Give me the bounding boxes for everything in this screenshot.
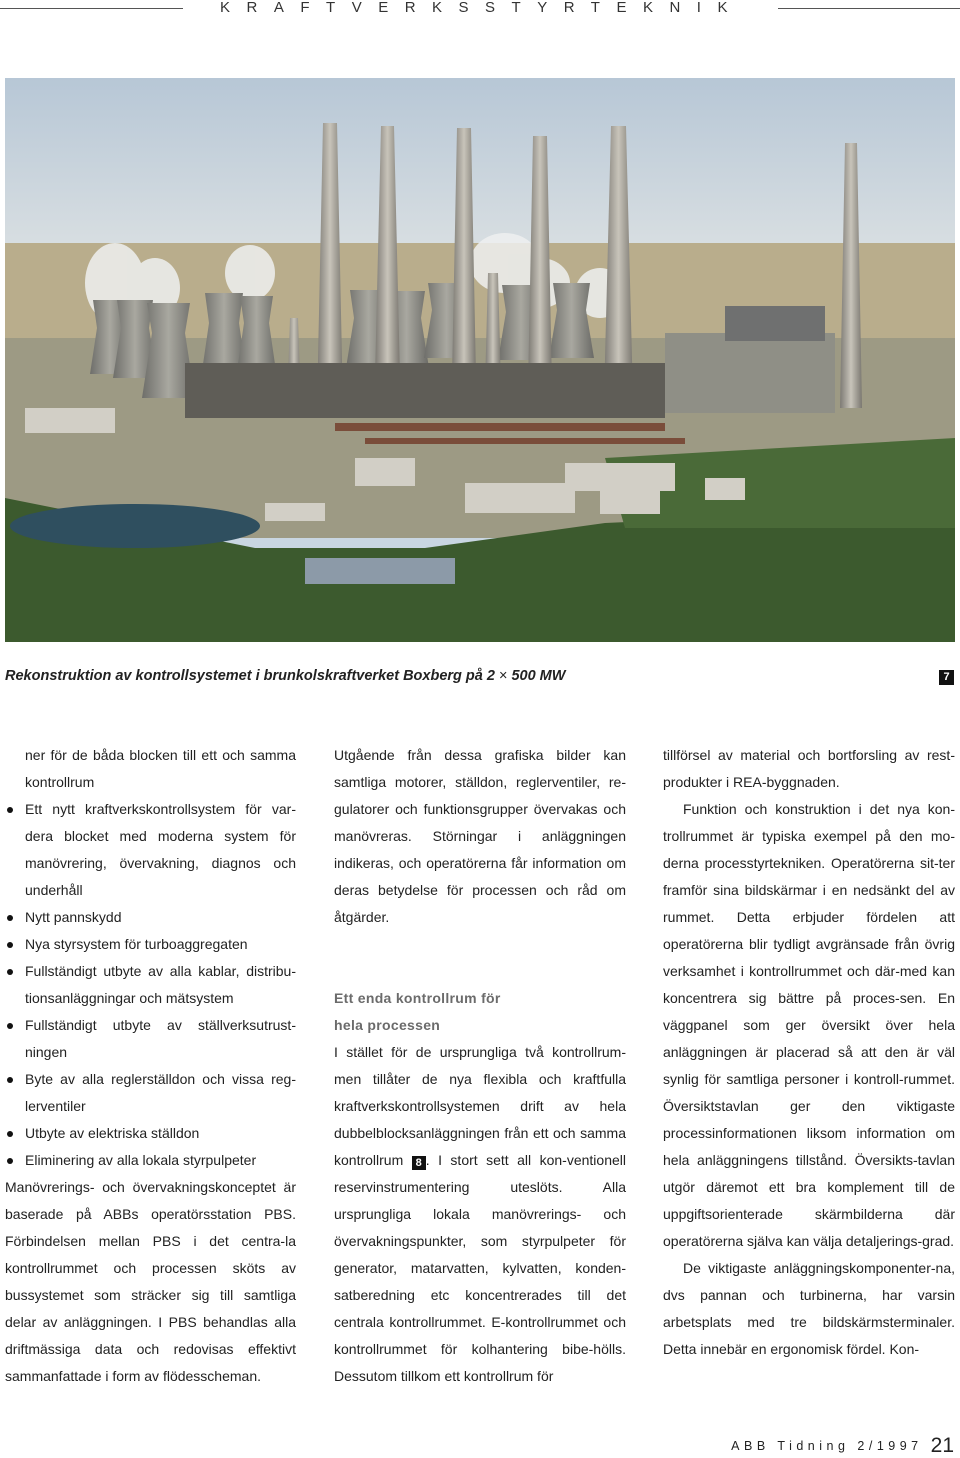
text-column-1: [5, 742, 296, 1390]
bullet-dot-icon: [7, 1158, 13, 1164]
figure-ref-badge: 8: [412, 1156, 426, 1170]
page-footer: [731, 1434, 954, 1458]
header-rule-left: [0, 8, 183, 9]
page-number: 21: [930, 1434, 954, 1457]
cooling-pond: [10, 504, 260, 548]
caption-times-sign: ×: [498, 668, 508, 684]
bullet-item: Nytt pannskydd: [5, 904, 296, 931]
header-rule-right: [778, 8, 960, 9]
bullet-dot-icon: [7, 807, 13, 813]
bullet-item: Fullständigt utbyte av alla kablar, distribu-tionsanläggningar och mätsystem: [5, 958, 296, 1012]
section-heading-line-1: Ett enda kontrollrum för: [334, 990, 501, 1006]
running-header: KRAFTVERKSSTYRTEKNIK: [220, 0, 744, 16]
bullet-item: Eliminering av alla lokala styrpulpeter: [5, 1147, 296, 1174]
bullet-dot-icon: [7, 915, 13, 921]
col2-paragraph-2: I stället för de ursprungliga två kontrollrum-men tillåter de nya flexibla och kraftfulla kraftverkskontrollsystemen drift av hela dubbelblocksanläggningen från ett och samma kontrollrum 8 . I stort sett all kon-ventionell reservinstrumentering uteslöts. Alla ursprungliga lokala manövrerings- och övervakningspunkter, som styrpulpeter för generator, matarvatten, kylvatten, konden-satberedning etc koncentrerades till det centrala kontrollrummet. E-kontrollrummet och kontrollrummet för kolhantering bibe-hölls. Dessutom tillkom ett kontrollrum för: [334, 1044, 626, 1384]
col3-paragraph-3: De viktigaste anläggningskomponenter-na, dvs pannan och turbinerna, har varsin arbetsplats med tre bildskärmsterminaler. Detta innebär en ergonomisk fördel. Kon-: [663, 1260, 955, 1357]
text-column-3: [663, 742, 955, 1363]
bullet-item: Ett nytt kraftverkskontrollsystem för var-dera blocket med moderna system för manövrering, övervakning, diagnos och underhåll: [5, 796, 296, 904]
col1-intro: ner för de båda blocken till ett och samma kontrollrum: [25, 747, 296, 790]
caption-text: Rekonstruktion av kontrollsystemet i brunkolskraftverket Boxberg på 2: [5, 668, 499, 684]
col2-paragraph-1: Utgående från dessa grafiska bilder kan samtliga motorer, ställdon, reglerventiler, re-gulatorer och funktionsgrupper övervakas och manövreras. Störningar i anläggningen indikeras, och operatörerna får information om deras betydelse för processen och råd om åtgärder.: [334, 747, 626, 925]
spacer: [334, 931, 626, 985]
figure-caption: [5, 668, 565, 684]
bullet-list: [5, 796, 296, 1174]
bullet-item: Utbyte av elektriska ställdon: [5, 1120, 296, 1147]
bullet-dot-icon: [7, 942, 13, 948]
bullet-item: Byte av alla reglerställdon och vissa reg-lerventiler: [5, 1066, 296, 1120]
col3-paragraph-2: Funktion och konstruktion i det nya kon-trollrummet är typiska exempel på den mo-derna processtyrtekniken. Operatörerna sit-ter framför sina bildskärmar i en nedsänkt del av rummet. Detta erbjuder fördelen att operatörerna blir tydligt avgränsade från övrig verksamhet i kontrollrummet och där-med kan koncentrera sig bättre på proces-sen. En väggpanel som ger översikt över hela anläggningen är placerad så att den är väl synlig för samtliga personer i kontroll-rummet. Översiktstavlan ger den viktigaste processinformationen liksom information om hela anläggningens tillstånd. Översikts-tavlan utgör däremot ett bra komplement till de uppgiftsorienterade skärmbilderna där operatörerna själva kan välja detaljerings-grad.: [663, 801, 955, 1249]
col3-paragraph-1: tillförsel av material och bortforsling av rest-produkter i REA-byggnaden.: [663, 747, 955, 790]
boxberg-aerial-illustration: [5, 78, 955, 642]
bullet-item: Fullständigt utbyte av ställverksutrust-ningen: [5, 1012, 296, 1066]
bullet-dot-icon: [7, 1077, 13, 1083]
text-column-2: [334, 742, 626, 1390]
bullet-dot-icon: [7, 969, 13, 975]
bullet-dot-icon: [7, 1023, 13, 1029]
section-heading-line-2: hela processen: [334, 1017, 441, 1033]
col1-paragraph: Manövrerings- och övervakningskonceptet är baserade på ABBs operatörsstation PBS. Förbindelsen mellan PBS i det centra-la kontrollrummet och processen sköts av bussystemet som sträcker sig till samtliga delar av anläggningen. I PBS behandlas alla driftmässiga data och redovisas effektivt sammanfattade i form av flödesscheman.: [5, 1179, 296, 1384]
power-plant-photo: [5, 78, 955, 642]
figure-number-badge: 7: [939, 670, 954, 685]
caption-text-end: 500 MW: [507, 668, 566, 684]
bullet-dot-icon: [7, 1131, 13, 1137]
bullet-item: Nya styrsystem för turboaggregaten: [5, 931, 296, 958]
magazine-issue: ABB Tidning 2/1997: [731, 1439, 923, 1453]
sky-area: [5, 78, 955, 253]
solar-field: [305, 558, 455, 584]
